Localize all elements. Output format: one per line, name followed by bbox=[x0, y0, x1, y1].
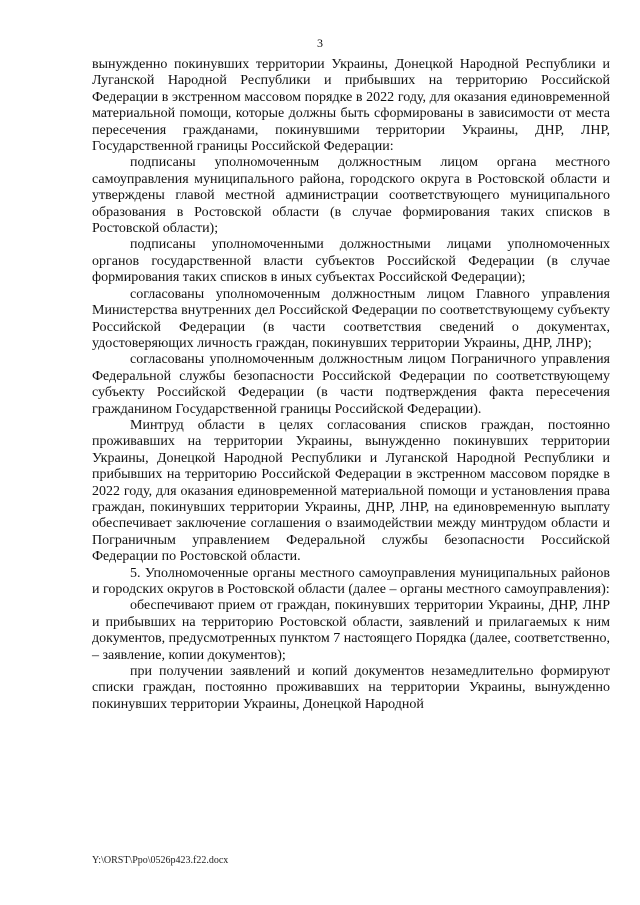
page-number: 3 bbox=[317, 36, 323, 50]
document-body bbox=[92, 57, 610, 713]
paragraph-signed-federal: подписаны уполномоченными должностными лицами уполномоченных органов государственной власти субъектов Российской Федерации (в случае формирования таких списков в иных субъектах Российской Федерации); bbox=[92, 237, 610, 286]
paragraph-mintrud: Минтруд области в целях согласования списков граждан, постоянно проживавших на территории Украины, вынужденно покинувших территории Украины, Донецкой Народной Республики и Луганской Народной Республики и прибывших на территорию Российской Федерации в экстренном массовом порядке в 2022 году, для оказания единовременной материальной помощи и установления права граждан, покинувших территории Украины, ДНР, ЛНР, на единовременную выплату обеспечивает заключение соглашения о взаимодействии между минтрудом области и Пограничным управлением Федеральной службы безопасности Российской Федерации по Ростовской области. bbox=[92, 417, 610, 565]
paragraph-agreed-border: согласованы уполномоченным должностным лицом Пограничного управления Федеральной службы безопасности Российской Федерации по соответствующему субъекту Российской Федерации (в части подтверждения факта пересечения гражданином Государственной границы Российской Федерации). bbox=[92, 352, 610, 417]
file-path-footer: Y:\ORST\Ppo\0526p423.f22.docx bbox=[92, 855, 229, 866]
paragraph-item-5: 5. Уполномоченные органы местного самоуправления муниципальных районов и городских округов в Ростовской области (далее – органы местного самоуправления): bbox=[92, 565, 610, 597]
paragraph-signed-local: подписаны уполномоченным должностным лицом органа местного самоуправления муниципального района, городского округа в Ростовской области и утверждены главой местной администрации соответствующего муниципального образования в Ростовской области (в случае формирования таких списков в Ростовской области); bbox=[92, 155, 610, 237]
paragraph-continuation: вынужденно покинувших территории Украины, Донецкой Народной Республики и Луганской Народной Республики и прибывших на территорию Российской Федерации в экстренном массовом порядке в 2022 году, для оказания единовременной материальной помощи, которые должны быть сформированы в зависимости от места пересечения гражданами, покинувшими территории Украины, ДНР, ЛНР, Государственной границы Российской Федерации: bbox=[92, 57, 610, 155]
paragraph-agreed-mvd: согласованы уполномоченным должностным лицом Главного управления Министерства внутренних дел Российской Федерации по соответствующему субъекту Российской Федерации (в части соответствия сведений о документах, удостоверяющих личность граждан, покинувших территории Украины, ДНР, ЛНР); bbox=[92, 286, 610, 351]
paragraph-reception: обеспечивают прием от граждан, покинувших территории Украины, ДНР, ЛНР и прибывших на территорию Ростовской области, заявлений и прилагаемых к ним документов, предусмотренных пунктом 7 настоящего Порядка (далее, соответственно, – заявление, копии документов); bbox=[92, 598, 610, 663]
paragraph-lists: при получении заявлений и копий документов незамедлительно формируют списки граждан, постоянно проживавших на территории Украины, вынужденно покинувших территории Украины, Донецкой Народной bbox=[92, 664, 610, 712]
